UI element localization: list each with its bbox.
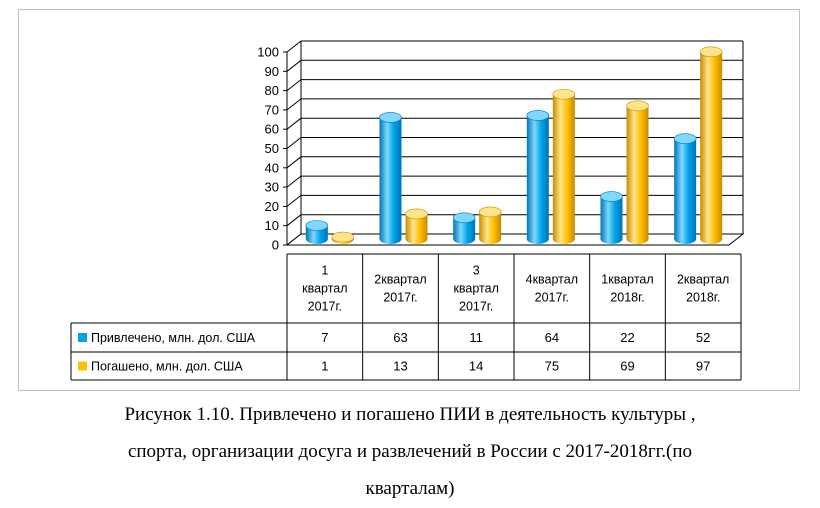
bar-attracted <box>674 134 696 244</box>
data-value: 69 <box>620 358 635 374</box>
bar-top <box>553 89 575 99</box>
bar-top <box>453 213 475 223</box>
bar-top <box>332 232 354 242</box>
y-tick-label: 10 <box>264 218 279 234</box>
x-category-label: 3 квартал 2017г. <box>453 263 499 314</box>
y-tick-label: 30 <box>264 179 279 195</box>
bar-repaid <box>332 232 354 244</box>
bar-attracted <box>527 110 549 244</box>
bar-top <box>700 47 722 57</box>
data-value: 1 <box>321 358 329 374</box>
bar-top <box>380 112 402 122</box>
data-value: 14 <box>468 358 484 374</box>
y-tick-label: 70 <box>264 102 279 118</box>
caption-line-2: спорта, организации досуга и развлечений в России с 2017-2018гг.(по <box>127 441 693 462</box>
x-category-label: 1 квартал 2017г. <box>302 263 348 314</box>
bar-top <box>527 110 549 120</box>
x-category-label: 1квартал 2018г. <box>601 272 654 305</box>
data-value: 11 <box>469 330 483 345</box>
y-tick-label: 80 <box>264 83 279 99</box>
bar-repaid <box>700 47 722 244</box>
bar-top <box>306 220 328 230</box>
legend-label: Погашено, млн. дол. США <box>91 359 243 374</box>
legend-swatch <box>78 333 87 342</box>
x-category-label: 2квартал 2017г. <box>374 272 427 305</box>
y-tick-label: 20 <box>264 198 279 214</box>
caption-line-1: Рисунок 1.10. Привлечено и погашено ПИИ в деятельность культуры , <box>124 404 696 425</box>
bar-body <box>601 197 623 244</box>
y-tick-label: 0 <box>271 237 279 253</box>
x-category-label: 2квартал 2018г. <box>676 272 730 305</box>
figure-caption <box>10 396 810 507</box>
chart <box>19 10 799 390</box>
bar-attracted <box>380 112 402 244</box>
bar-repaid <box>553 89 575 244</box>
bar-body <box>627 106 649 244</box>
data-value: 63 <box>393 330 408 345</box>
bar-body <box>380 117 402 244</box>
legend-label: Привлечено, млн. дол. США <box>91 331 256 345</box>
bar-top <box>674 134 696 144</box>
bar-top <box>479 207 501 217</box>
data-value: 97 <box>695 358 711 374</box>
data-value: 7 <box>321 330 329 345</box>
x-category-label: 4квартал 2017г. <box>525 272 579 305</box>
bar-attracted <box>453 213 475 244</box>
bar-body <box>700 52 722 244</box>
caption-line-3: кварталам) <box>365 478 455 499</box>
bar-top <box>601 192 623 202</box>
data-value: 13 <box>393 358 408 374</box>
legend-swatch <box>78 362 87 371</box>
bar-body <box>527 115 549 244</box>
bar-body <box>553 94 575 244</box>
data-value: 52 <box>695 330 711 345</box>
bar-repaid <box>479 207 501 244</box>
bar-top <box>406 209 428 219</box>
bar-repaid <box>627 101 649 244</box>
bar-repaid <box>406 209 428 244</box>
data-value: 22 <box>620 330 635 345</box>
y-tick-label: 100 <box>257 44 279 60</box>
bar-top <box>627 101 649 111</box>
y-tick-label: 40 <box>264 160 279 176</box>
y-tick-label: 90 <box>264 63 279 79</box>
data-value: 64 <box>544 330 560 345</box>
y-tick-label: 50 <box>264 141 279 156</box>
bar-attracted <box>306 220 328 244</box>
y-tick-label: 60 <box>264 121 279 137</box>
bar-attracted <box>601 192 623 244</box>
data-value: 75 <box>544 358 560 374</box>
chart-frame <box>18 9 800 391</box>
bar-body <box>674 139 696 244</box>
data-table <box>71 254 741 380</box>
